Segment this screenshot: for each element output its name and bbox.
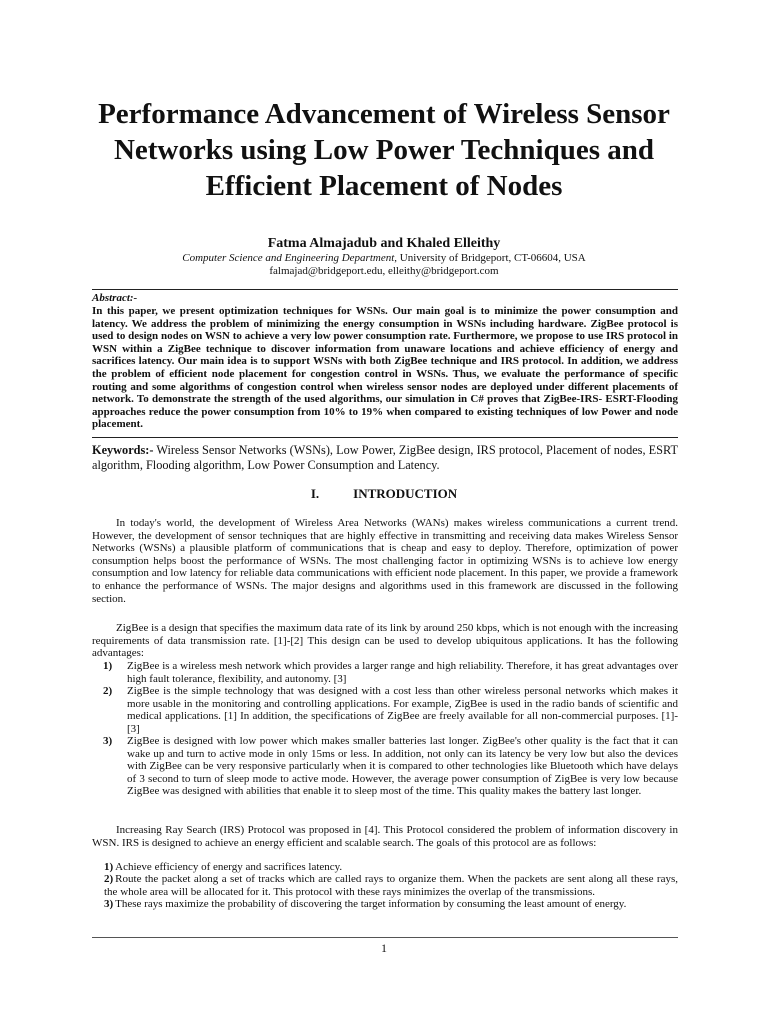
- irs-list-item: [104, 898, 678, 911]
- list-item-text: These rays maximize the probability of discovering the target information by consuming the least amount of energy.: [115, 898, 627, 910]
- intro-paragraph-3: Increasing Ray Search (IRS) Protocol was proposed in [4]. This Protocol considered the problem of information discovery in WSN. IRS is designed to achieve an energy efficient and scalable search. The goals of this protocol are as follows:: [92, 824, 678, 849]
- list-item-text: Achieve efficiency of energy and sacrifices latency.: [115, 861, 343, 873]
- zigbee-list-item: [103, 735, 678, 798]
- list-item-number: 1): [104, 861, 114, 873]
- irs-list-item: [104, 873, 678, 898]
- keywords-text: Wireless Sensor Networks (WSNs), Low Power, ZigBee design, IRS protocol, Placement of nodes, ESRT algorithm, Flooding algorithm, Low Power Consumption and Latency.: [92, 443, 678, 472]
- list-item-number: 3): [103, 735, 113, 747]
- zigbee-list-item: [103, 685, 678, 735]
- list-item-text: ZigBee is the simple technology that was designed with a cost less than other wireless personal networks which makes it more usable in the monitoring and controlling applications. For example, ZigBee is used in the radio bands of scientific and medical applications. [1] In addition, the specifications of ZigBee are freely available for all non-commercial purposes. [1]-[3]: [127, 685, 678, 735]
- section-heading-introduction: [0, 486, 768, 502]
- intro-paragraph-1: In today's world, the development of Wireless Area Networks (WANs) makes wireless communications a current trend. However, the development of sensor techniques that are highly effective in transmitting and receiving data makes Wireless Sensor Networks (WSNs) a plausible platform of communications that is cheap and easy to deploy. Therefore, optimization of power consumption helps boost the performance of WSNs. The most challenging factor in optimizing WSNs is to achieve low energy consumption and low latency for reliable data communications with efficient node placement. In this paper, we provide a framework to enhance the performance of WSNs. The major designs and algorithms used in this framework are discussed in the following section.: [92, 517, 678, 605]
- irs-list-item: [104, 861, 678, 874]
- paper-title: Performance Advancement of Wireless Sensor Networks using Low Power Techniques and Efficient Placement of Nodes: [98, 98, 670, 202]
- intro-paragraph-2: ZigBee is a design that specifies the maximum data rate of its link by around 250 kbps, which is not enough with the increasing requirements of data transmission rate. [1]-[2] This design can be used to develop ubiquitous applications. It has the following advantages:: [92, 622, 678, 660]
- abstract-top-rule: [92, 289, 678, 290]
- section-number: I.: [310, 486, 320, 501]
- keywords-rule: [92, 437, 678, 438]
- author-emails: falmajad@bridgeport.edu, elleithy@bridgeport.com: [269, 265, 499, 277]
- list-item-text: Route the packet along a set of tracks which are called rays to organize them. When the packets are sent along all these rays, the whole area will be allocated for it. This protocol with these rays minimizes the overlap of the transmissions.: [104, 873, 678, 898]
- keywords-label: Keywords:-: [92, 443, 154, 457]
- list-item-number: 2): [104, 873, 114, 885]
- page-number: 1: [381, 941, 387, 955]
- list-item-number: 3): [104, 898, 114, 910]
- list-item-number: 2): [103, 685, 113, 697]
- list-item-text: ZigBee is a wireless mesh network which provides a larger range and high reliability. Therefore, it has great advantages over high fault tolerance, flexibility, and autonomy. [3]: [127, 660, 678, 685]
- author-affiliation: [0, 251, 768, 265]
- list-item-text: ZigBee is designed with low power which makes smaller batteries last longer. ZigBee's other quality is the fact that it can wake up and turn to active mode in only 15ms or less. In addition, not only can its latency be very low but also the devices with ZigBee can be very responsive particularly when it is compared to other technologies like Bluetooth which have delays of 3 second to turn of sleep mode to active mode. However, the average power consumption of ZigBee is very low because ZigBee was designed with abilities that enable it to sleep most of the time. This quality makes the battery last longer.: [127, 735, 678, 798]
- affiliation-institution: , University of Bridgeport, CT-06604, USA: [394, 252, 586, 264]
- list-item-number: 1): [103, 660, 113, 672]
- section-title: INTRODUCTION: [353, 486, 458, 501]
- footer-rule: [92, 937, 678, 938]
- affiliation-department: Computer Science and Engineering Department: [182, 252, 395, 264]
- paper-authors: Fatma Almajadub and Khaled Elleithy: [267, 236, 501, 251]
- zigbee-list-item: [103, 660, 678, 685]
- keywords-block: [92, 443, 678, 473]
- abstract-text: In this paper, we present optimization techniques for WSNs. Our main goal is to minimize the power consumption and latency. We address the problem of minimizing the energy consumption in WSNs including hardware. ZigBee protocol is used to design nodes on WSN to achieve a very low power consumption rate. Furthermore, we propose to use IRS protocol in WSN within a ZigBee technique to discover information from unaware locations and achieve efficiency of energy and sacrifices latency. Our main idea is to support WSNs with both ZigBee technique and IRS protocol. In addition, we address the problem of efficient node placement for congestion control in WSNs. Thus, we evaluate the performance of specific routing and some algorithms of congestion control when wireless sensor nodes are deployed under different placements of network. To demonstrate the strength of the used algorithms, our simulation in C# proves that ZigBee-IRS- ESRT-Flooding approaches reduce the power consumption from 10% to 19% when compared to existing techniques of low Power and node placement.: [92, 305, 678, 431]
- abstract-label: Abstract:-: [92, 292, 138, 304]
